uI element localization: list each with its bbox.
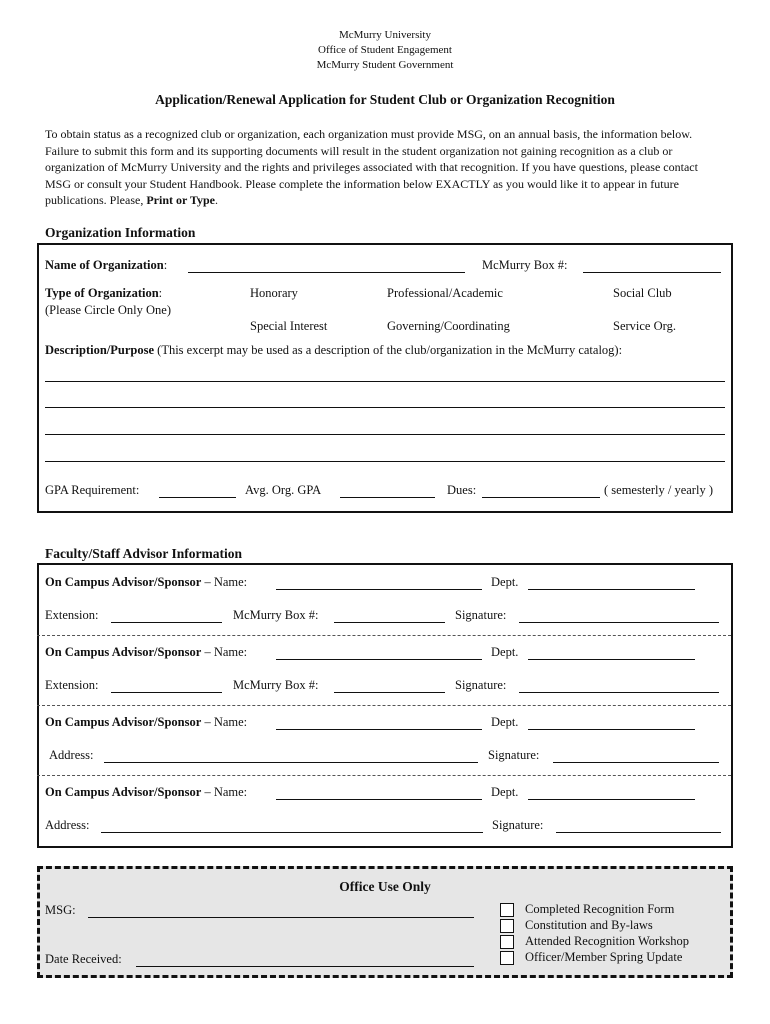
office-date-label: Date Received: bbox=[45, 952, 122, 966]
intro-text: To obtain status as a recognized club or organization, each organization must provide MSG, on an annual basis, the information below. Failure to submit this form and its supporting documents will result in the student organization not gaining recognition as a club or organization of McMurry University and the rights and privileges associated with that recognition. If you have questions, please contact MSG or consult your Student Handbook. Please complete the information below EXACTLY as you would like it to appear in future publications. Please, bbox=[45, 127, 698, 207]
advisor-4-name-field[interactable] bbox=[276, 799, 482, 800]
org-type-note: (Please Circle Only One) bbox=[45, 303, 172, 317]
desc-line-2[interactable] bbox=[45, 407, 725, 408]
office-msg-field[interactable] bbox=[88, 917, 474, 918]
advisor-2-box-label: McMurry Box #: bbox=[233, 678, 319, 692]
checkbox-spring-update[interactable] bbox=[500, 951, 514, 965]
advisor-4-dept-label: Dept. bbox=[491, 785, 519, 799]
type-option-honorary[interactable]: Honorary bbox=[250, 286, 298, 300]
header-government: McMurry Student Government bbox=[316, 59, 454, 71]
advisor-3-dept-label: Dept. bbox=[491, 715, 519, 729]
advisor-3-name-label: On Campus Advisor/Sponsor – Name: bbox=[45, 715, 248, 729]
advisor-4-signature-field[interactable] bbox=[556, 832, 721, 833]
gpa-field[interactable] bbox=[159, 497, 236, 498]
type-option-governing[interactable]: Governing/Coordinating bbox=[387, 319, 510, 333]
type-option-professional[interactable]: Professional/Academic bbox=[387, 286, 503, 300]
type-option-service[interactable]: Service Org. bbox=[613, 319, 676, 333]
advisor-4-address-field[interactable] bbox=[101, 832, 483, 833]
advisor-3-address-label: Address: bbox=[49, 748, 94, 762]
dues-field[interactable] bbox=[482, 497, 600, 498]
intro-end: . bbox=[215, 193, 218, 207]
org-box-field[interactable] bbox=[583, 272, 721, 273]
gpa-label: GPA Requirement: bbox=[45, 483, 140, 497]
advisor-1-name-label: On Campus Advisor/Sponsor – Name: bbox=[45, 575, 248, 589]
advisor-4-name-label: On Campus Advisor/Sponsor – Name: bbox=[45, 785, 248, 799]
advisor-2-box-field[interactable] bbox=[334, 692, 445, 693]
advisor-4-dept-field[interactable] bbox=[528, 799, 695, 800]
org-section-title: Organization Information bbox=[45, 225, 196, 240]
advisor-3-signature-label: Signature: bbox=[488, 748, 540, 762]
avg-gpa-field[interactable] bbox=[340, 497, 435, 498]
advisor-divider-3 bbox=[37, 775, 731, 776]
advisor-1-signature-label: Signature: bbox=[455, 608, 507, 622]
advisor-2-extension-label: Extension: bbox=[45, 678, 99, 692]
advisor-2-signature-field[interactable] bbox=[519, 692, 719, 693]
type-option-social[interactable]: Social Club bbox=[613, 286, 672, 300]
advisor-3-name-field[interactable] bbox=[276, 729, 482, 730]
advisor-1-dept-field[interactable] bbox=[528, 589, 695, 590]
org-info-box bbox=[37, 243, 733, 513]
advisor-2-name-field[interactable] bbox=[276, 659, 482, 660]
desc-line-4[interactable] bbox=[45, 461, 725, 462]
advisor-4-signature-label: Signature: bbox=[492, 818, 544, 832]
check-label-workshop: Attended Recognition Workshop bbox=[525, 934, 690, 948]
advisor-1-extension-field[interactable] bbox=[111, 622, 222, 623]
advisor-3-signature-field[interactable] bbox=[553, 762, 719, 763]
office-date-field[interactable] bbox=[136, 966, 474, 967]
org-box-label: McMurry Box #: bbox=[482, 258, 568, 272]
check-label-constitution: Constitution and By-laws bbox=[525, 918, 653, 932]
checkbox-recognition-form[interactable] bbox=[500, 903, 514, 917]
advisor-1-dept-label: Dept. bbox=[491, 575, 519, 589]
dues-label: Dues: bbox=[447, 483, 477, 497]
desc-line-1[interactable] bbox=[45, 381, 725, 382]
office-msg-label: MSG: bbox=[45, 903, 76, 917]
check-label-spring-update: Officer/Member Spring Update bbox=[525, 950, 683, 964]
advisor-2-dept-field[interactable] bbox=[528, 659, 695, 660]
dues-suffix: ( semesterly / yearly ) bbox=[604, 483, 713, 497]
advisor-1-box-field[interactable] bbox=[334, 622, 445, 623]
advisor-2-name-label: On Campus Advisor/Sponsor – Name: bbox=[45, 645, 248, 659]
advisor-3-dept-field[interactable] bbox=[528, 729, 695, 730]
advisor-2-dept-label: Dept. bbox=[491, 645, 519, 659]
advisor-section-title: Faculty/Staff Advisor Information bbox=[45, 546, 243, 561]
org-desc-label: Description/Purpose (This excerpt may be used as a description of the club/organization in the McMurry catalog): bbox=[45, 343, 623, 357]
advisor-divider-1 bbox=[37, 635, 731, 636]
advisor-3-address-field[interactable] bbox=[104, 762, 478, 763]
header-university: McMurry University bbox=[339, 29, 431, 41]
check-label-recognition-form: Completed Recognition Form bbox=[525, 902, 675, 916]
avg-gpa-label: Avg. Org. GPA bbox=[245, 483, 322, 497]
office-use-title: Office Use Only bbox=[339, 879, 431, 894]
form-title: Application/Renewal Application for Student Club or Organization Recognition bbox=[155, 92, 615, 107]
advisor-divider-2 bbox=[37, 705, 731, 706]
checkbox-workshop[interactable] bbox=[500, 935, 514, 949]
desc-line-3[interactable] bbox=[45, 434, 725, 435]
checkbox-constitution[interactable] bbox=[500, 919, 514, 933]
advisor-1-extension-label: Extension: bbox=[45, 608, 99, 622]
advisor-1-box-label: McMurry Box #: bbox=[233, 608, 319, 622]
header-office: Office of Student Engagement bbox=[318, 44, 452, 56]
org-type-label: Type of Organization: bbox=[45, 286, 163, 300]
advisor-1-name-field[interactable] bbox=[276, 589, 482, 590]
org-name-label: Name of Organization: bbox=[45, 258, 168, 272]
advisor-1-signature-field[interactable] bbox=[519, 622, 719, 623]
advisor-4-address-label: Address: bbox=[45, 818, 90, 832]
intro-paragraph bbox=[45, 126, 725, 209]
intro-emphasis: Print or Type bbox=[146, 193, 215, 207]
advisor-2-signature-label: Signature: bbox=[455, 678, 507, 692]
type-option-special-interest[interactable]: Special Interest bbox=[250, 319, 328, 333]
advisor-2-extension-field[interactable] bbox=[111, 692, 222, 693]
org-name-field[interactable] bbox=[188, 272, 465, 273]
